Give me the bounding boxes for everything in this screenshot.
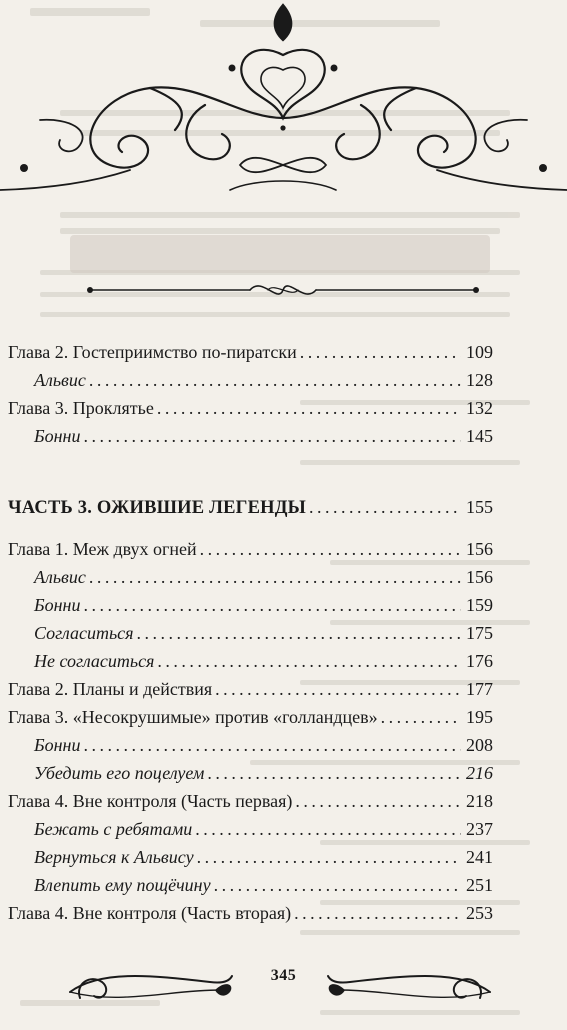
- toc-entry: [8, 815, 493, 843]
- dot-leader: [295, 787, 461, 815]
- toc-entry-page: 195: [466, 707, 493, 727]
- toc-entry: [8, 731, 493, 759]
- toc-entry-page: 156: [466, 567, 493, 587]
- dot-leader: [83, 422, 461, 450]
- toc-entry-title: Глава 3. Проклятье: [8, 398, 154, 418]
- dot-leader: [83, 591, 461, 619]
- toc-entry-page: 156: [466, 539, 493, 559]
- toc-entry-page: 251: [466, 875, 493, 895]
- dot-leader: [195, 815, 461, 843]
- toc-entry-title: Влепить ему пощёчину: [34, 875, 211, 895]
- toc-entry-page: 241: [466, 847, 493, 867]
- toc-entry-page: 155: [466, 497, 493, 517]
- toc-entry-title: Не согласиться: [34, 651, 155, 671]
- dot-leader: [83, 731, 461, 759]
- toc-entry-title: Глава 2. Гостеприимство по-пиратски: [8, 342, 297, 362]
- toc-entry-page: 216: [466, 763, 493, 783]
- toc-entry: [8, 535, 493, 563]
- toc-entry: [8, 394, 493, 422]
- toc-entry-title: Убедить его поцелуем: [34, 763, 205, 783]
- toc-entry-title: Бежать с ребятами: [34, 819, 193, 839]
- toc-entry: [8, 703, 493, 731]
- toc-entry-title: Глава 2. Планы и действия: [8, 679, 213, 699]
- dot-leader: [215, 675, 461, 703]
- toc-entry-page: 177: [466, 679, 493, 699]
- toc-entry-title: Глава 4. Вне контроля (Часть первая): [8, 791, 293, 811]
- toc-entry: [8, 619, 493, 647]
- bottom-flourish-ornament: [60, 950, 500, 1020]
- toc-entry: [8, 647, 493, 675]
- toc-entry-title: Вернуться к Альвису: [34, 847, 194, 867]
- toc-entry-title: ЧАСТЬ 3. ОЖИВШИЕ ЛЕГЕНДЫ: [8, 498, 307, 518]
- divider-ornament: [0, 210, 567, 305]
- toc-entry-title: Альвис: [34, 370, 86, 390]
- toc-part-heading: [8, 493, 493, 521]
- toc-entry: [8, 675, 493, 703]
- toc-entry-page: 132: [466, 398, 493, 418]
- toc-entry-page: 253: [466, 903, 493, 923]
- dot-leader: [214, 871, 461, 899]
- toc-entry-title: Глава 1. Меж двух огней: [8, 539, 197, 559]
- toc-entry: [8, 871, 493, 899]
- toc-entry-title: Глава 4. Вне контроля (Часть вторая): [8, 903, 292, 923]
- toc-entry-page: 128: [466, 370, 493, 390]
- toc-entry-page: 159: [466, 595, 493, 615]
- dot-leader: [309, 493, 461, 521]
- toc-entry-page: 208: [466, 735, 493, 755]
- toc-entry: [8, 338, 493, 366]
- dot-leader: [381, 703, 461, 731]
- toc-entry-page: 109: [466, 342, 493, 362]
- dot-leader: [89, 563, 461, 591]
- dot-leader: [200, 535, 461, 563]
- toc-entry-page: 175: [466, 623, 493, 643]
- top-flourish-ornament: [0, 0, 567, 215]
- toc-entry: [8, 422, 493, 450]
- toc-entry-page: 176: [466, 651, 493, 671]
- toc-entry-title: Бонни: [34, 426, 81, 446]
- dot-leader: [300, 338, 461, 366]
- dot-leader: [157, 647, 461, 675]
- page-number: 345: [270, 967, 297, 984]
- toc-entry: [8, 366, 493, 394]
- dot-leader: [157, 394, 461, 422]
- toc-entry: [8, 843, 493, 871]
- dot-leader: [137, 619, 461, 647]
- toc-entry-title: Бонни: [34, 595, 81, 615]
- dot-leader: [89, 366, 461, 394]
- toc-entry: [8, 563, 493, 591]
- toc-entry-page: 237: [466, 819, 493, 839]
- toc-entry-title: Альвис: [34, 567, 86, 587]
- dot-leader: [294, 899, 461, 927]
- toc-entry-title: Глава 3. «Несокрушимые» против «голландцев»: [8, 707, 378, 727]
- toc-entry-page: 218: [466, 791, 493, 811]
- dot-leader: [207, 759, 461, 787]
- toc-entry: [8, 591, 493, 619]
- toc-entry-title: Согласиться: [34, 623, 134, 643]
- toc-entry: [8, 759, 493, 787]
- dot-leader: [197, 843, 461, 871]
- toc-entry: [8, 899, 493, 927]
- toc-entry-title: Бонни: [34, 735, 81, 755]
- toc-entry-page: 145: [466, 426, 493, 446]
- toc-entry: [8, 787, 493, 815]
